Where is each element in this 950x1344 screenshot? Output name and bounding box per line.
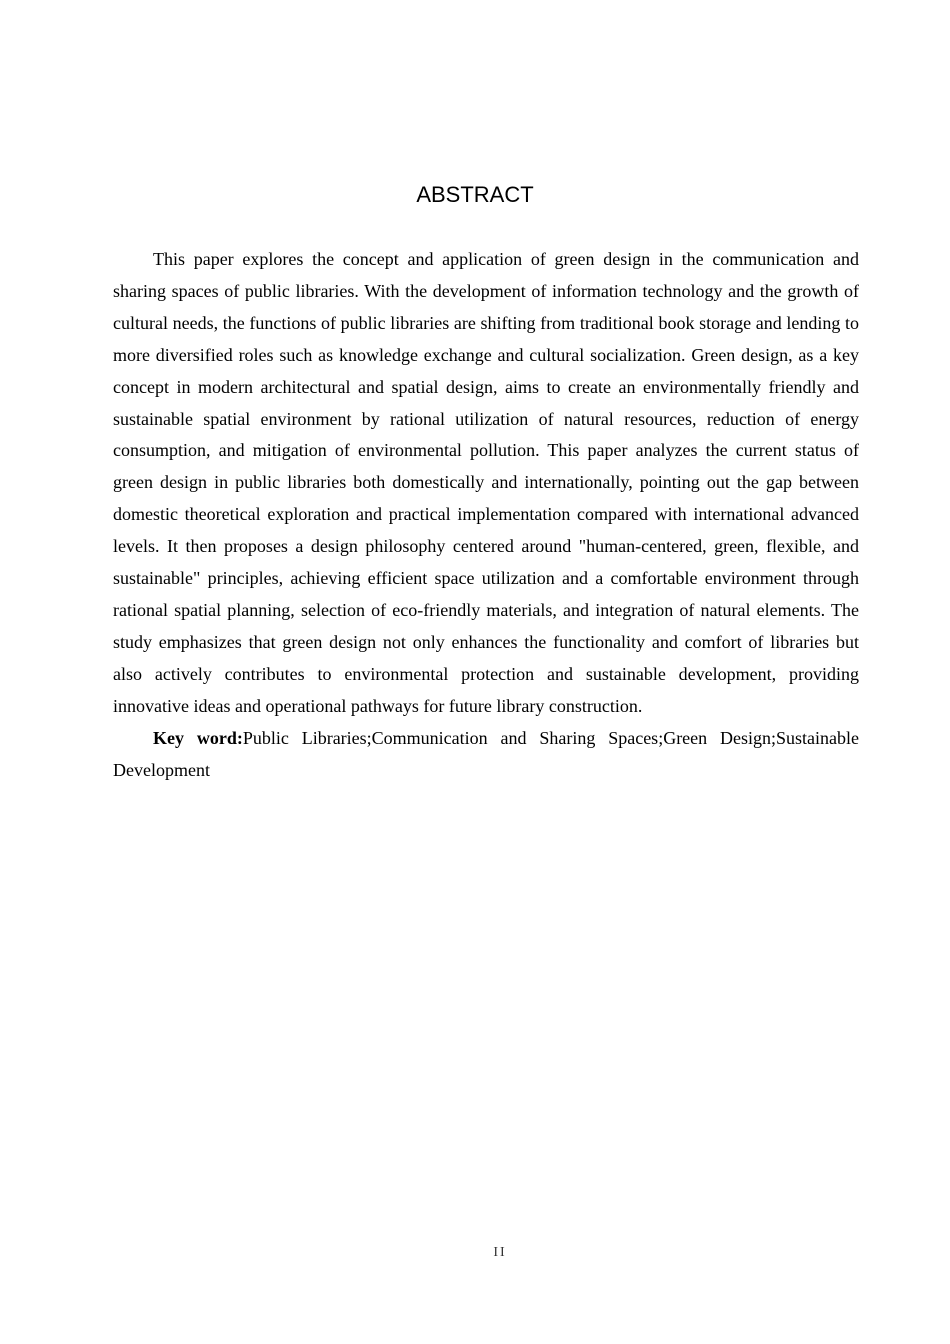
keywords-text: Public Libraries;Communication and Sharing Spaces;Green Design;Sustainable Development: [113, 727, 859, 780]
page-number: II: [493, 1245, 507, 1260]
abstract-paragraph: This paper explores the concept and application of green design in the communication and sharing spaces of public libraries. With the development of information technology and the growth of cultural needs, the functions of public libraries are shifting from traditional book storage and lending to more diversified roles such as knowledge exchange and cultural socialization. Green design, as a key concept in modern architectural and spatial design, aims to create an environmentally friendly and sustainable spatial environment by rational utilization of natural resources, reduction of energy consumption, and mitigation of environmental pollution. This paper analyzes the current status of green design in public libraries both domestically and internationally, pointing out the gap between domestic theoretical exploration and practical implementation compared with international advanced levels. It then proposes a design philosophy centered around "human-centered, green, flexible, and sustainable" principles, achieving efficient space utilization and a comfortable environment through rational spatial planning, selection of eco-friendly materials, and integration of natural elements. The study emphasizes that green design not only enhances the functionality and comfort of libraries but also actively contributes to environmental protection and sustainable development, providing innovative ideas and operational pathways for future library construction.: [113, 249, 859, 716]
keywords-paragraph: [113, 723, 859, 787]
abstract-heading: ABSTRACT: [416, 182, 534, 207]
keywords-label: Key word:: [153, 727, 243, 748]
abstract-body: [113, 244, 859, 786]
